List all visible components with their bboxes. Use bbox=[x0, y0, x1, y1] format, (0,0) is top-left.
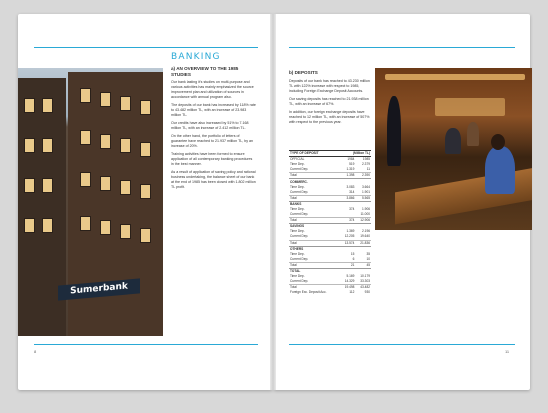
table-group-label: BANKS bbox=[289, 201, 340, 207]
table-cell: 1.906 bbox=[362, 206, 370, 211]
table-row-label: Total bbox=[289, 240, 340, 246]
table-cell: 15 bbox=[350, 251, 355, 256]
table-cell: 33.303 bbox=[360, 279, 370, 284]
table-row bbox=[289, 290, 371, 295]
building-photo bbox=[18, 68, 163, 336]
table-header-cell: (Million TL) bbox=[340, 151, 371, 157]
table-row-label: Current Dep. bbox=[290, 256, 309, 261]
book-gutter bbox=[270, 14, 276, 390]
table-cell: 930 bbox=[364, 290, 370, 295]
table-cell: 10.179 bbox=[360, 274, 370, 279]
table-group-label: TOTAL bbox=[289, 268, 340, 274]
paragraph: The deposits of our bank has increased by 118% rate to 43.482 million TL, with an increase of 23.983 million TL. bbox=[171, 103, 256, 117]
table-cell: 1.369 bbox=[346, 229, 355, 234]
table-cell: 14.329 bbox=[344, 279, 355, 284]
paragraph: Our bank lasting it's studies on multi-purpose and various activities has mainly emphasized the source improvement plan and utilization of sources in accordance with annual program also. bbox=[171, 80, 254, 99]
table-row-label: Time Dep. bbox=[290, 274, 305, 279]
table-cell: 3.664 bbox=[362, 184, 370, 189]
table-cell: 112 bbox=[349, 290, 355, 295]
top-rule-left bbox=[34, 47, 258, 48]
deposits-heading: b) DEPOSITS bbox=[289, 70, 318, 75]
table-cell: 3.083 bbox=[346, 184, 355, 189]
table-row-label: Time Dep. bbox=[290, 162, 305, 167]
page-number-right: 11 bbox=[505, 349, 510, 354]
table-cell: 11.000 bbox=[360, 212, 370, 217]
table-cell: 1.319 bbox=[346, 167, 355, 172]
table-cell: 12.906 bbox=[355, 218, 371, 224]
table-cell: 374 bbox=[349, 206, 355, 211]
table-cell: 374 bbox=[340, 218, 356, 224]
paragraph: As a result of application of saving policy and rational business undertaking, the balance sheet of our bank at the end of 1985 has been closed with 1.802 million TL profit. bbox=[171, 170, 256, 189]
table-cell: 5.565 bbox=[355, 195, 371, 201]
table-group-label: SAVINGS bbox=[289, 224, 340, 230]
table-cell: 21 bbox=[340, 262, 356, 268]
table-year-cell: 1985 bbox=[362, 157, 370, 162]
table-row-label: Foreign Exc. Deposit Acc. bbox=[290, 290, 327, 295]
table-cell: 10 bbox=[366, 256, 370, 261]
banking-hall-photo bbox=[375, 68, 532, 230]
table-cell: 2.379 bbox=[362, 162, 370, 167]
paragraph: Deposits of our bank has reached to 43.230 million TL with 122% increase with respect to 1985, including Foreign Exchange Deposit Accounts. bbox=[289, 78, 370, 93]
table-cell: 21.836 bbox=[355, 240, 371, 246]
table-cell: 43.482 bbox=[355, 285, 371, 291]
table-cell: 519 bbox=[349, 162, 355, 167]
table-row-label: Total bbox=[289, 173, 340, 179]
table-cell: 1.901 bbox=[362, 189, 370, 194]
paragraph: Our saving deposits has reached to 21.938 million TL, with an increase of 67%. bbox=[289, 96, 369, 106]
left-text-column bbox=[171, 66, 256, 193]
paragraph: On the other hand, the portfolio of letters of guarantee have reached to 21.937 million TL, by an increase of 20%. bbox=[171, 134, 254, 148]
table-cell: 314 bbox=[349, 189, 355, 194]
table-row-label: Time Dep. bbox=[290, 251, 305, 256]
table-cell: 13.574 bbox=[340, 240, 356, 246]
bottom-rule-right bbox=[289, 344, 515, 345]
table-row-label: Current Dep. bbox=[290, 234, 309, 239]
table-year-cell: 1984 bbox=[347, 157, 355, 162]
table-row-label: Time Dep. bbox=[290, 206, 305, 211]
table-group-label: COMMERC. bbox=[289, 179, 340, 185]
page-number-left: 8 bbox=[34, 349, 37, 354]
bottom-rule-left bbox=[34, 344, 258, 345]
table-cell: 1.398 bbox=[340, 173, 356, 179]
table-cell: 11 bbox=[366, 167, 370, 172]
table-group-label: OFFICIAL bbox=[290, 157, 305, 162]
paragraph: In addition, our foreign exchange deposits have reached to 12 million TL, with an increase of 507% with respect to the previous year. bbox=[289, 109, 370, 124]
paragraph: Our credits have also increased by 51% to 7.168 million TL, with an increase of 2.412 million TL. bbox=[171, 121, 249, 130]
table-row-label: Time Dep. bbox=[290, 229, 305, 234]
table-cell: 6 bbox=[352, 256, 355, 261]
table-cell: 35 bbox=[366, 251, 370, 256]
table-cell: 2.390 bbox=[355, 173, 371, 179]
table-row-label: Current Dep. bbox=[290, 167, 309, 172]
overview-heading: a) AN OVERVIEW TO THE 1985 STUDIES bbox=[171, 66, 239, 77]
table-row-label: Current Dep. bbox=[290, 279, 309, 284]
storefront-sign: Sumerbank bbox=[58, 278, 140, 300]
table-row-label: Total bbox=[289, 195, 340, 201]
table-row-label: Total bbox=[289, 262, 340, 268]
table-cell: 3.866 bbox=[340, 195, 356, 201]
section-title: BANKING bbox=[171, 52, 221, 62]
table-cell: 2.196 bbox=[362, 229, 370, 234]
table-row-label: Current Dep. bbox=[290, 189, 309, 194]
table-cell: 19.498 bbox=[340, 285, 356, 291]
table-cell: 12.205 bbox=[344, 234, 355, 239]
table-row-label: Current Dep. bbox=[290, 212, 309, 217]
deposits-table bbox=[289, 150, 371, 295]
table-row-label: Time Dep. bbox=[290, 184, 305, 189]
table-cell: 5.169 bbox=[346, 274, 355, 279]
table-header-cell: TYPE OF DEPOSIT bbox=[289, 151, 340, 157]
table-group-label: OTHERS bbox=[289, 246, 340, 252]
table-cell: 19.640 bbox=[360, 234, 370, 239]
right-text-column bbox=[289, 70, 371, 128]
paragraph: Training activities have been formed to ensure application of all contemporary banking procedures in the best manner. bbox=[171, 152, 253, 166]
table-cell: 45 bbox=[355, 262, 371, 268]
table-row-label: Total bbox=[289, 218, 340, 224]
top-rule-right bbox=[289, 47, 515, 48]
table-row-label: Total bbox=[289, 285, 340, 291]
